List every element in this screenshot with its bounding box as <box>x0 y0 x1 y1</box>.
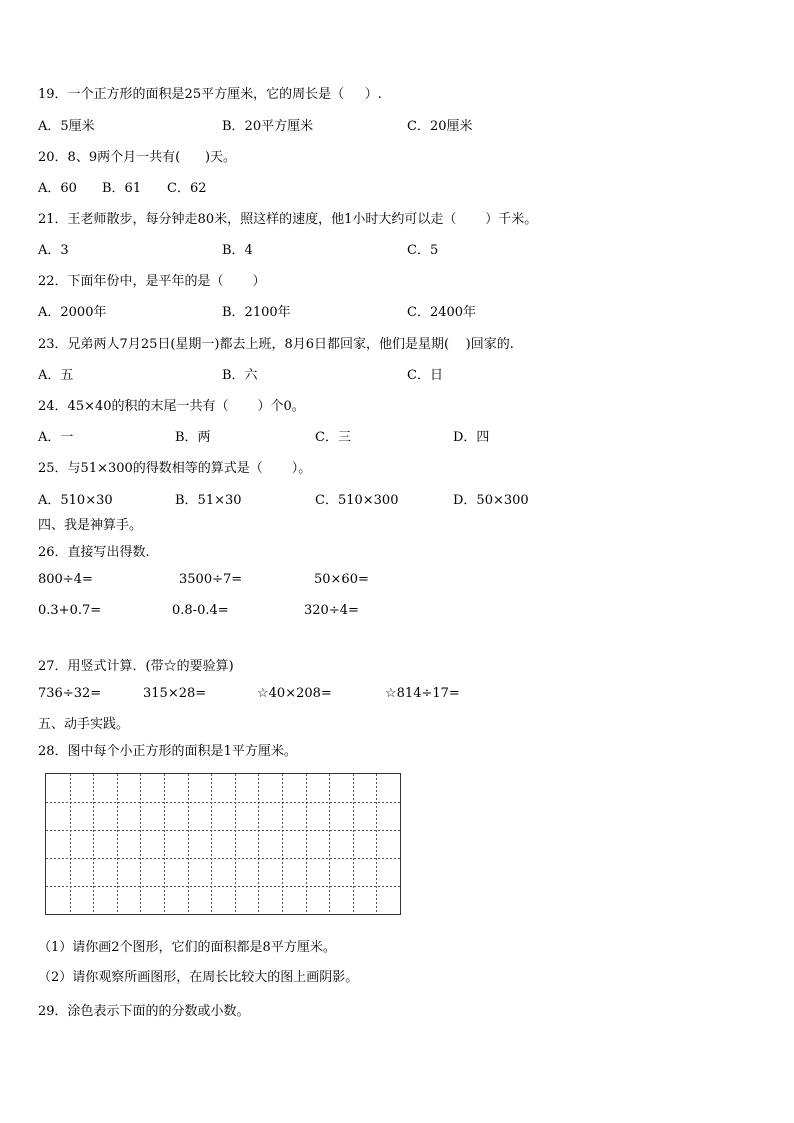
q26-item: 800÷4= <box>38 572 93 587</box>
q27-stem: 27．用竖式计算．(带☆的要验算) <box>38 659 234 674</box>
grid-lines <box>46 774 400 914</box>
q24-option-d: D．四 <box>453 430 490 445</box>
q25-option-d: D．50×300 <box>453 493 529 508</box>
q23-option-c: C．日 <box>407 368 443 383</box>
q26-item: 0.3+0.7= <box>38 603 102 618</box>
q21-option-c: C．5 <box>407 243 439 258</box>
q20-option-b: B．61 <box>102 181 142 196</box>
square-grid <box>45 773 401 915</box>
q19-option-b: B．20平方厘米 <box>222 119 314 134</box>
q26-stem: 26．直接写出得数. <box>38 545 150 560</box>
q20-stem: 20．8、9两个月一共有( )天。 <box>38 150 237 165</box>
q23-option-b: B．六 <box>222 368 258 383</box>
q24-stem: 24．45×40的积的末尾一共有（ ）个0。 <box>38 399 305 414</box>
section5-title: 五、动手实践。 <box>38 717 130 732</box>
q28-stem: 28．图中每个小正方形的面积是1平方厘米。 <box>38 744 297 759</box>
q28-sub2: （2）请你观察所画图形，在周长比较大的图上画阴影。 <box>38 970 359 985</box>
q26-item: 320÷4= <box>304 603 359 618</box>
q21-option-b: B．4 <box>222 243 253 258</box>
q27-item: 736÷32= <box>38 686 102 701</box>
q20-option-a: A．60 <box>38 181 77 196</box>
q24-option-a: A．一 <box>38 430 74 445</box>
q27-item: ☆40×208= <box>257 686 332 701</box>
q26-item: 3500÷7= <box>179 572 243 587</box>
q19-option-a: A．5厘米 <box>38 119 95 134</box>
q27-item: ☆814÷17= <box>385 686 460 701</box>
q19-option-c: C．20厘米 <box>407 119 473 134</box>
q24-option-c: C．三 <box>315 430 351 445</box>
q21-stem: 21．王老师散步，每分钟走80米，照这样的速度，他1小时大约可以走（ ）千米。 <box>38 212 538 227</box>
q25-stem: 25．与51×300的得数相等的算式是（ ）。 <box>38 461 312 476</box>
section4-title: 四、我是神算手。 <box>38 518 143 533</box>
q25-option-b: B．51×30 <box>175 493 242 508</box>
q20-option-c: C．62 <box>167 181 207 196</box>
q28-sub1: （1）请你画2个图形，它们的面积都是8平方厘米。 <box>38 940 336 955</box>
q22-option-a: A．2000年 <box>38 305 107 320</box>
q23-option-a: A．五 <box>38 368 74 383</box>
q22-option-b: B．2100年 <box>222 305 291 320</box>
q25-option-c: C．510×300 <box>315 493 399 508</box>
q19-stem: 19．一个正方形的面积是25平方厘米，它的周长是（ ）. <box>38 87 382 102</box>
q26-item: 50×60= <box>314 572 369 587</box>
q23-stem: 23．兄弟两人7月25日(星期一)都去上班，8月6日都回家，他们是星期( )回家的. <box>38 337 514 352</box>
q25-option-a: A．510×30 <box>38 493 113 508</box>
q26-item: 0.8-0.4= <box>172 603 229 618</box>
q27-item: 315×28= <box>143 686 207 701</box>
q24-option-b: B．两 <box>175 430 211 445</box>
q29-stem: 29．涂色表示下面的的分数或小数。 <box>38 1004 250 1019</box>
q22-stem: 22．下面年份中，是平年的是（ ） <box>38 274 266 289</box>
q22-option-c: C．2400年 <box>407 305 477 320</box>
q21-option-a: A．3 <box>38 243 69 258</box>
